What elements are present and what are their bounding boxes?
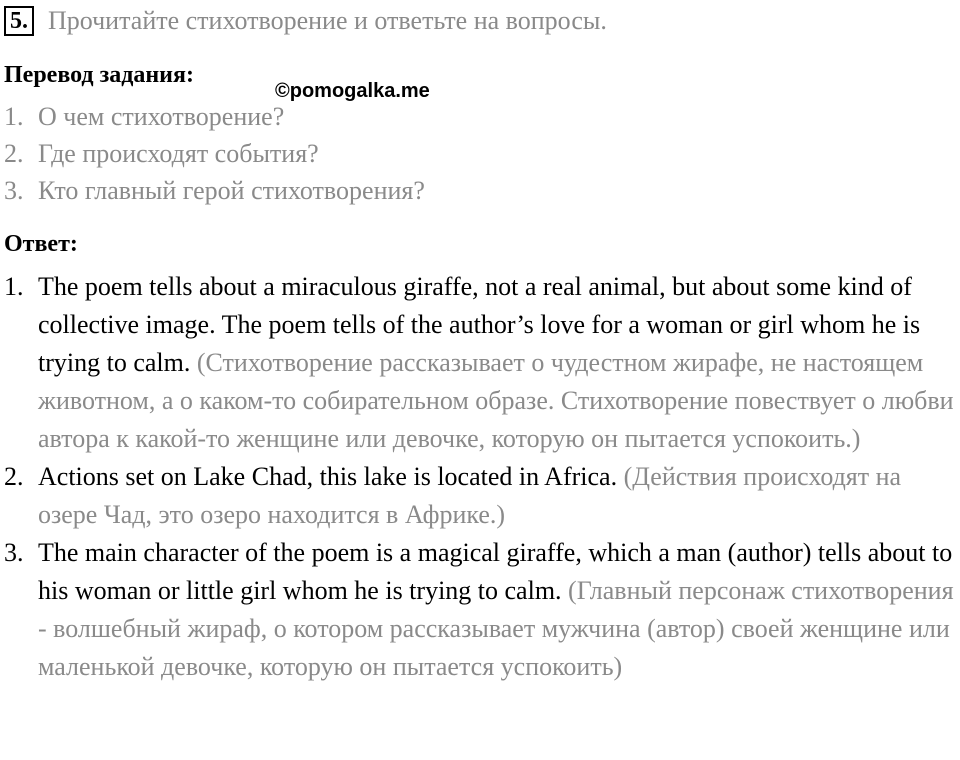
answer-english: Actions set on Lake Chad, this lake is located in Africa.	[38, 462, 618, 491]
answer-english: The main character of the poem is a magical giraffe, which a man (author) tells about to his woman or little girl whom he is trying to calm.	[38, 538, 953, 605]
list-item	[4, 458, 959, 534]
item-number: 2.	[4, 139, 24, 168]
item-text: О чем стихотворение?	[38, 102, 285, 131]
task-number-badge: 5.	[4, 6, 34, 36]
item-text: Где происходят события?	[38, 139, 319, 168]
item-number: 2.	[4, 462, 24, 491]
list-item	[4, 98, 425, 135]
list-item	[4, 534, 959, 686]
answer-list	[4, 268, 959, 686]
answer-russian: (Главный персонаж стихотворения - волшебный жираф, о котором рассказывает мужчина (автор) своей женщине или маленькой девочке, которую он пытается успокоить)	[38, 576, 954, 681]
item-number: 3.	[4, 538, 24, 567]
item-text: Кто главный герой стихотворения?	[38, 176, 425, 205]
answer-heading: Ответ:	[4, 231, 78, 257]
list-item	[4, 172, 425, 209]
item-number: 3.	[4, 176, 24, 205]
item-number: 1.	[4, 272, 24, 301]
task-instruction: Прочитайте стихотворение и ответьте на вопросы.	[48, 6, 607, 35]
answer-russian: (Стихотворение рассказывает о чудестном жирафе, не настоящем животном, а о каком-то собирательном образе. Стихотворение повествует о любви автора к какой-то женщине или девочке, которую он пытается успокоить.)	[38, 348, 954, 453]
list-item	[4, 135, 425, 172]
watermark: ©pomogalka.me	[275, 80, 430, 102]
answer-english: The poem tells about a miraculous giraffe, not a real animal, but about some kind of collective image. The poem tells of the author’s love for a woman or girl whom he is trying to calm.	[38, 272, 921, 377]
list-item	[4, 268, 959, 458]
item-number: 1.	[4, 102, 24, 131]
answer-russian: (Действия происходят на озере Чад, это озеро находится в Африке.)	[38, 462, 902, 529]
translation-list	[4, 98, 425, 209]
translation-heading: Перевод задания:	[4, 62, 194, 88]
task-header	[4, 4, 607, 38]
